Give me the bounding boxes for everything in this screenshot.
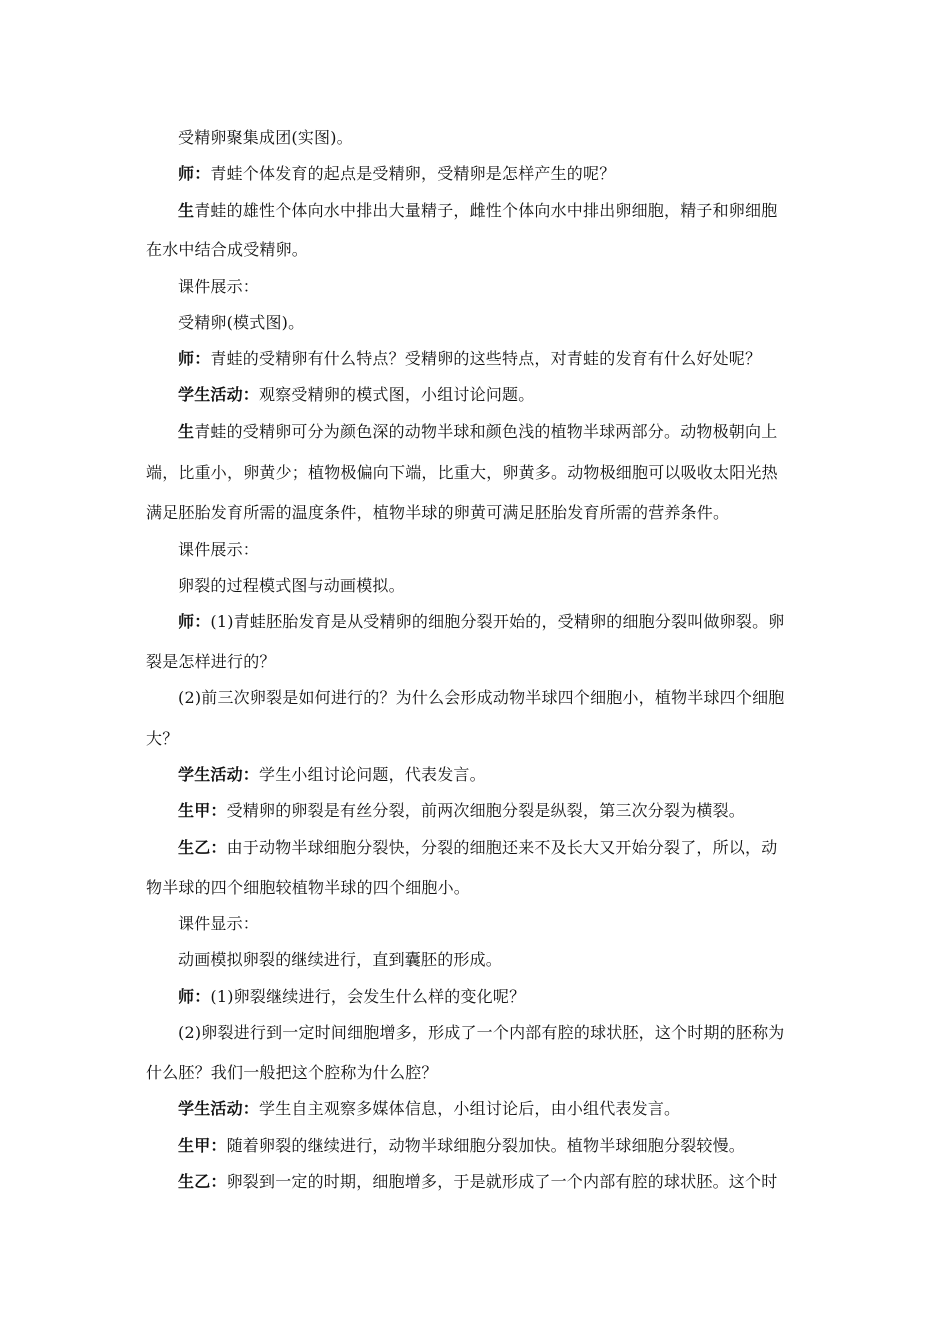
paragraph-16 (178, 914, 259, 934)
paragraph-17 (178, 950, 502, 970)
paragraph-12-cont (146, 729, 178, 749)
paragraph-21 (178, 1136, 745, 1156)
paragraph-11 (178, 612, 784, 632)
speaker-label: 生甲： (178, 1136, 227, 1155)
paragraph-11-cont (146, 652, 276, 672)
text: 课件展示： (178, 540, 260, 559)
speaker-label: 师： (178, 164, 211, 183)
text: 课件展示： (178, 277, 260, 296)
text: 青蛙的受精卵可分为颜色深的动物半球和颜色浅的植物半球两部分。动物极朝向上 (194, 422, 778, 441)
paragraph-13 (178, 765, 486, 785)
text: 观察受精卵的模式图，小组讨论问题。 (259, 385, 535, 404)
speaker-label: 学生活动： (178, 765, 260, 784)
paragraph-19 (178, 1023, 784, 1043)
text: 受精卵的卵裂是有丝分裂，前两次细胞分裂是纵裂，第三次分裂为横裂。 (226, 801, 746, 820)
text: 受精卵聚集成团(实图)。 (178, 128, 353, 147)
paragraph-2 (178, 164, 615, 184)
speaker-label: 学生活动： (178, 385, 260, 404)
speaker-label: 生乙： (178, 838, 227, 857)
text: 满足胚胎发育所需的温度条件，植物半球的卵黄可满足胚胎发育所需的营养条件。 (146, 503, 730, 522)
text: 在水中结合成受精卵。 (146, 240, 309, 259)
paragraph-15 (178, 838, 777, 858)
text: 卵裂到一定的时期，细胞增多，于是就形成了一个内部有腔的球状胚。这个时 (226, 1172, 778, 1191)
speaker-label: 生甲： (178, 801, 227, 820)
text: (2)卵裂进行到一定时间细胞增多，形成了一个内部有腔的球状胚，这个时期的胚称为 (178, 1023, 785, 1042)
speaker-label: 师： (178, 612, 211, 631)
paragraph-20 (178, 1099, 680, 1119)
text: 青蛙的雄性个体向水中排出大量精子，雌性个体向水中排出卵细胞，精子和卵细胞 (194, 201, 778, 220)
paragraph-7 (178, 385, 534, 405)
paragraph-3-cont (146, 240, 308, 260)
text: 大？ (146, 729, 179, 748)
text: 卵裂的过程模式图与动画模拟。 (178, 576, 405, 595)
paragraph-22 (178, 1172, 777, 1192)
text: 物半球的四个细胞较植物半球的四个细胞小。 (146, 878, 471, 897)
text: 受精卵(模式图)。 (178, 313, 305, 332)
paragraph-8-cont-1 (146, 463, 778, 483)
paragraph-8-cont-2 (146, 503, 729, 523)
paragraph-4 (178, 277, 259, 297)
text: (1)青蛙胚胎发育是从受精卵的细胞分裂开始的，受精卵的细胞分裂叫做卵裂。卵 (210, 612, 785, 631)
text: 裂是怎样进行的？ (146, 652, 276, 671)
paragraph-1 (178, 128, 353, 148)
paragraph-3 (178, 201, 777, 221)
speaker-label: 师： (178, 349, 211, 368)
text: 课件显示： (178, 914, 260, 933)
speaker-label: 师： (178, 987, 211, 1006)
text: (1)卵裂继续进行，会发生什么样的变化呢？ (210, 987, 526, 1006)
speaker-label: 生乙： (178, 1172, 227, 1191)
paragraph-8 (178, 422, 777, 442)
text: 由于动物半球细胞分裂快，分裂的细胞还来不及长大又开始分裂了，所以，动 (226, 838, 778, 857)
speaker-label: 学生活动： (178, 1099, 260, 1118)
text: 学生小组讨论问题，代表发言。 (259, 765, 486, 784)
paragraph-5 (178, 313, 304, 333)
paragraph-18 (178, 987, 525, 1007)
text: 端，比重小，卵黄少；植物极偏向下端，比重大，卵黄多。动物极细胞可以吸收太阳光热 (146, 463, 778, 482)
text: 什么胚？我们一般把这个腔称为什么腔？ (146, 1063, 438, 1082)
paragraph-12 (178, 688, 784, 708)
paragraph-19-cont (146, 1063, 438, 1083)
text: 青蛙的受精卵有什么特点？受精卵的这些特点，对青蛙的发育有什么好处呢？ (210, 349, 762, 368)
paragraph-10 (178, 576, 405, 596)
speaker-label: 生 (178, 422, 195, 441)
text: (2)前三次卵裂是如何进行的？为什么会形成动物半球四个细胞小，植物半球四个细胞 (178, 688, 785, 707)
paragraph-6 (178, 349, 761, 369)
text: 随着卵裂的继续进行，动物半球细胞分裂加快。植物半球细胞分裂较慢。 (226, 1136, 746, 1155)
text: 动画模拟卵裂的继续进行，直到囊胚的形成。 (178, 950, 503, 969)
text: 青蛙个体发育的起点是受精卵，受精卵是怎样产生的呢？ (210, 164, 616, 183)
paragraph-14 (178, 801, 745, 821)
paragraph-15-cont (146, 878, 470, 898)
text: 学生自主观察多媒体信息，小组讨论后，由小组代表发言。 (259, 1099, 681, 1118)
speaker-label: 生 (178, 201, 195, 220)
paragraph-9 (178, 540, 259, 560)
